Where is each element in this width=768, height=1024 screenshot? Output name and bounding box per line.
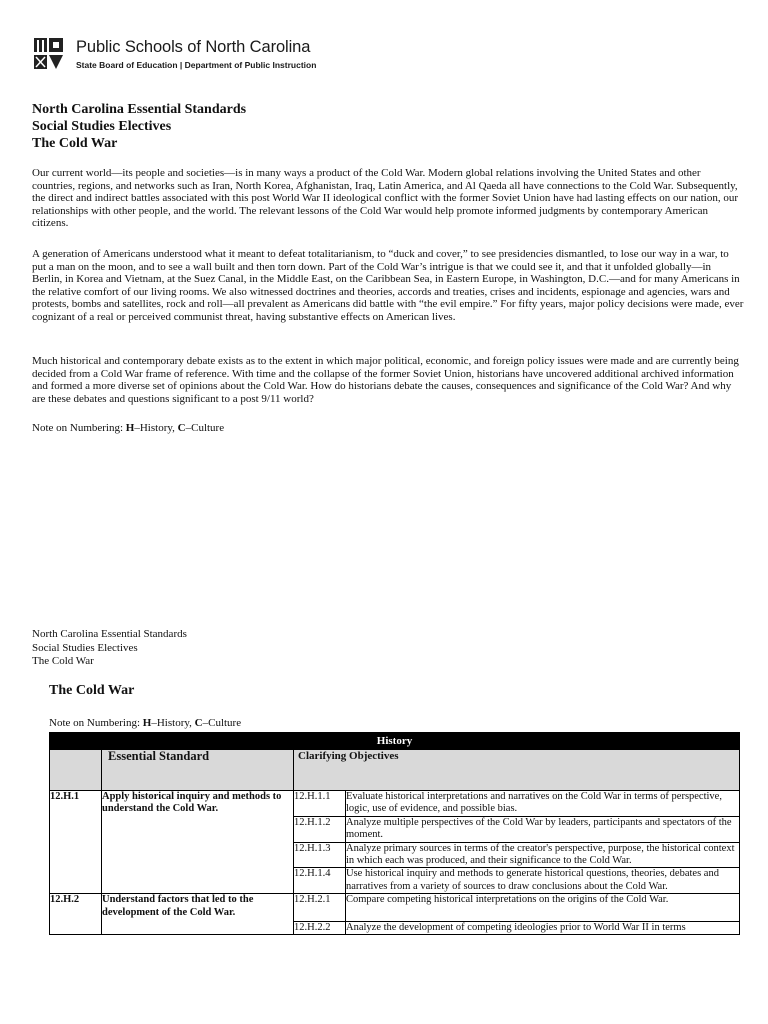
objective-text: Analyze the development of competing ideologies prior to World War II in terms	[346, 921, 740, 934]
header-empty-cell	[50, 750, 102, 791]
header-essential-standard: Essential Standard	[102, 750, 294, 791]
note-prefix: Note on Numbering:	[32, 422, 126, 434]
objective-text: Use historical inquiry and methods to generate historical questions, theories, debates and narratives from a variety of sources to draw conclusions about the Cold War.	[346, 868, 740, 894]
objective-code: 12.H.2.1	[294, 894, 346, 921]
state-building-icon	[34, 38, 66, 72]
objective-text: Analyze multiple perspectives of the Cold War by leaders, participants and spectators of the moment.	[346, 816, 740, 842]
standard-code: 12.H.2	[50, 894, 102, 935]
page-2-header	[32, 628, 187, 669]
objective-code: 12.H.1.3	[294, 842, 346, 868]
table-row	[50, 791, 740, 817]
document-heading	[32, 101, 246, 152]
table-row	[50, 894, 740, 921]
page-title: The Cold War	[49, 683, 135, 698]
numbering-note	[32, 422, 224, 434]
header-clarifying-objectives: Clarifying Objectives	[294, 750, 740, 791]
intro-paragraph-1: Our current world—its people and societies—is in many ways a product of the Cold War. Modern global relations involving the United States and other countries, regions, and networks such as Iran, North Korea, Afghanistan, Iraq, Latin America, and Al Qaeda all have connections to the Cold War. Subsequently, the direct and indirect battles associated with this post World War II ideological conflict with the former Soviet Union have had lasting effects on our nation, our relationships with other people, and the world. The relevant lessons of the Cold War would help promote informed judgments by contemporary American citizens.	[32, 167, 739, 230]
note-c-label: –Culture	[185, 422, 225, 434]
heading-line-3: The Cold War	[32, 136, 118, 151]
heading-line-1: North Carolina Essential Standards	[32, 102, 247, 117]
note2-h-label: –History,	[151, 717, 195, 729]
note2-h-code: H	[142, 717, 152, 729]
logo-title: Public Schools of North Carolina	[76, 38, 311, 56]
intro-paragraph-3: Much historical and contemporary debate exists as to the extent in which major political, economic, and foreign policy issues were made and are currently being decided from a Cold War frame of reference. With time and the collapse of the former Soviet Union, historians have uncovered additional archived information and formed a more diverse set of opinions about the Cold War. How do historians debate the causes, consequences and significance of the Cold War? And why are these debates and questions significant to a post 9/11 world?	[32, 355, 739, 405]
standard-text: Apply historical inquiry and methods to understand the Cold War.	[102, 791, 294, 894]
intro-paragraph-2: A generation of Americans understood what it meant to defeat totalitarianism, to “duck and cover,” to see presidencies dismantled, to lose our way in a war, to put a man on the moon, and to see a wall built and then torn down. Part of the Cold War’s intrigue is that we could see it, and that it unfolded globally—in Berlin, in Korea and Vietnam, at the Suez Canal, in the Middle East, on the Caribbean Sea, in Eastern Europe, in Washington, D.C.—and for many Americans in the relative comfort of our living rooms. We also witnessed doctrines and theories, accords and treaties, crises and incidents, espionage and agencies, wars and protests, bombs and satellites, rock and roll—all prevalent as Americans did battle with “the evil empire.” For fifty years, major policy decisions were made, ever cognizant of a real or perceived communist threat, having substantive effects on American lives.	[32, 248, 744, 323]
note-h-label: –History,	[134, 422, 178, 434]
standard-text: Understand factors that led to the development of the Cold War.	[102, 894, 294, 935]
objective-code: 12.H.2.2	[294, 921, 346, 934]
note2-c-code: C	[194, 717, 203, 729]
standards-table	[49, 732, 740, 935]
standard-code: 12.H.1	[50, 791, 102, 894]
logo-subtitle: State Board of Education | Department of Public Instruction	[76, 60, 317, 70]
note-c-code: C	[177, 422, 186, 434]
objective-text: Compare competing historical interpretations on the origins of the Cold War.	[346, 894, 740, 921]
heading-line-2: Social Studies Electives	[32, 119, 172, 134]
table-banner: History	[50, 733, 740, 750]
table-header-row	[50, 750, 740, 791]
dpi-logo	[32, 36, 332, 72]
numbering-note-2	[49, 717, 241, 729]
page-2-header-line-3: The Cold War	[32, 655, 94, 667]
note-h-code: H	[125, 422, 135, 434]
page-2-header-line-2: Social Studies Electives	[32, 641, 138, 654]
objective-code: 12.H.1.4	[294, 868, 346, 894]
note2-c-label: –Culture	[202, 717, 242, 729]
objective-code: 12.H.1.1	[294, 791, 346, 817]
page-2-header-line-1: North Carolina Essential Standards	[32, 628, 187, 640]
objective-text: Analyze primary sources in terms of the creator's perspective, purpose, the historical context in which each was produced, and their significance to the Cold War.	[346, 842, 740, 868]
note2-prefix: Note on Numbering:	[49, 717, 143, 729]
objective-code: 12.H.1.2	[294, 816, 346, 842]
objective-text: Evaluate historical interpretations and narratives on the Cold War in terms of perspective, logic, use of evidence, and possible bias.	[346, 791, 740, 817]
